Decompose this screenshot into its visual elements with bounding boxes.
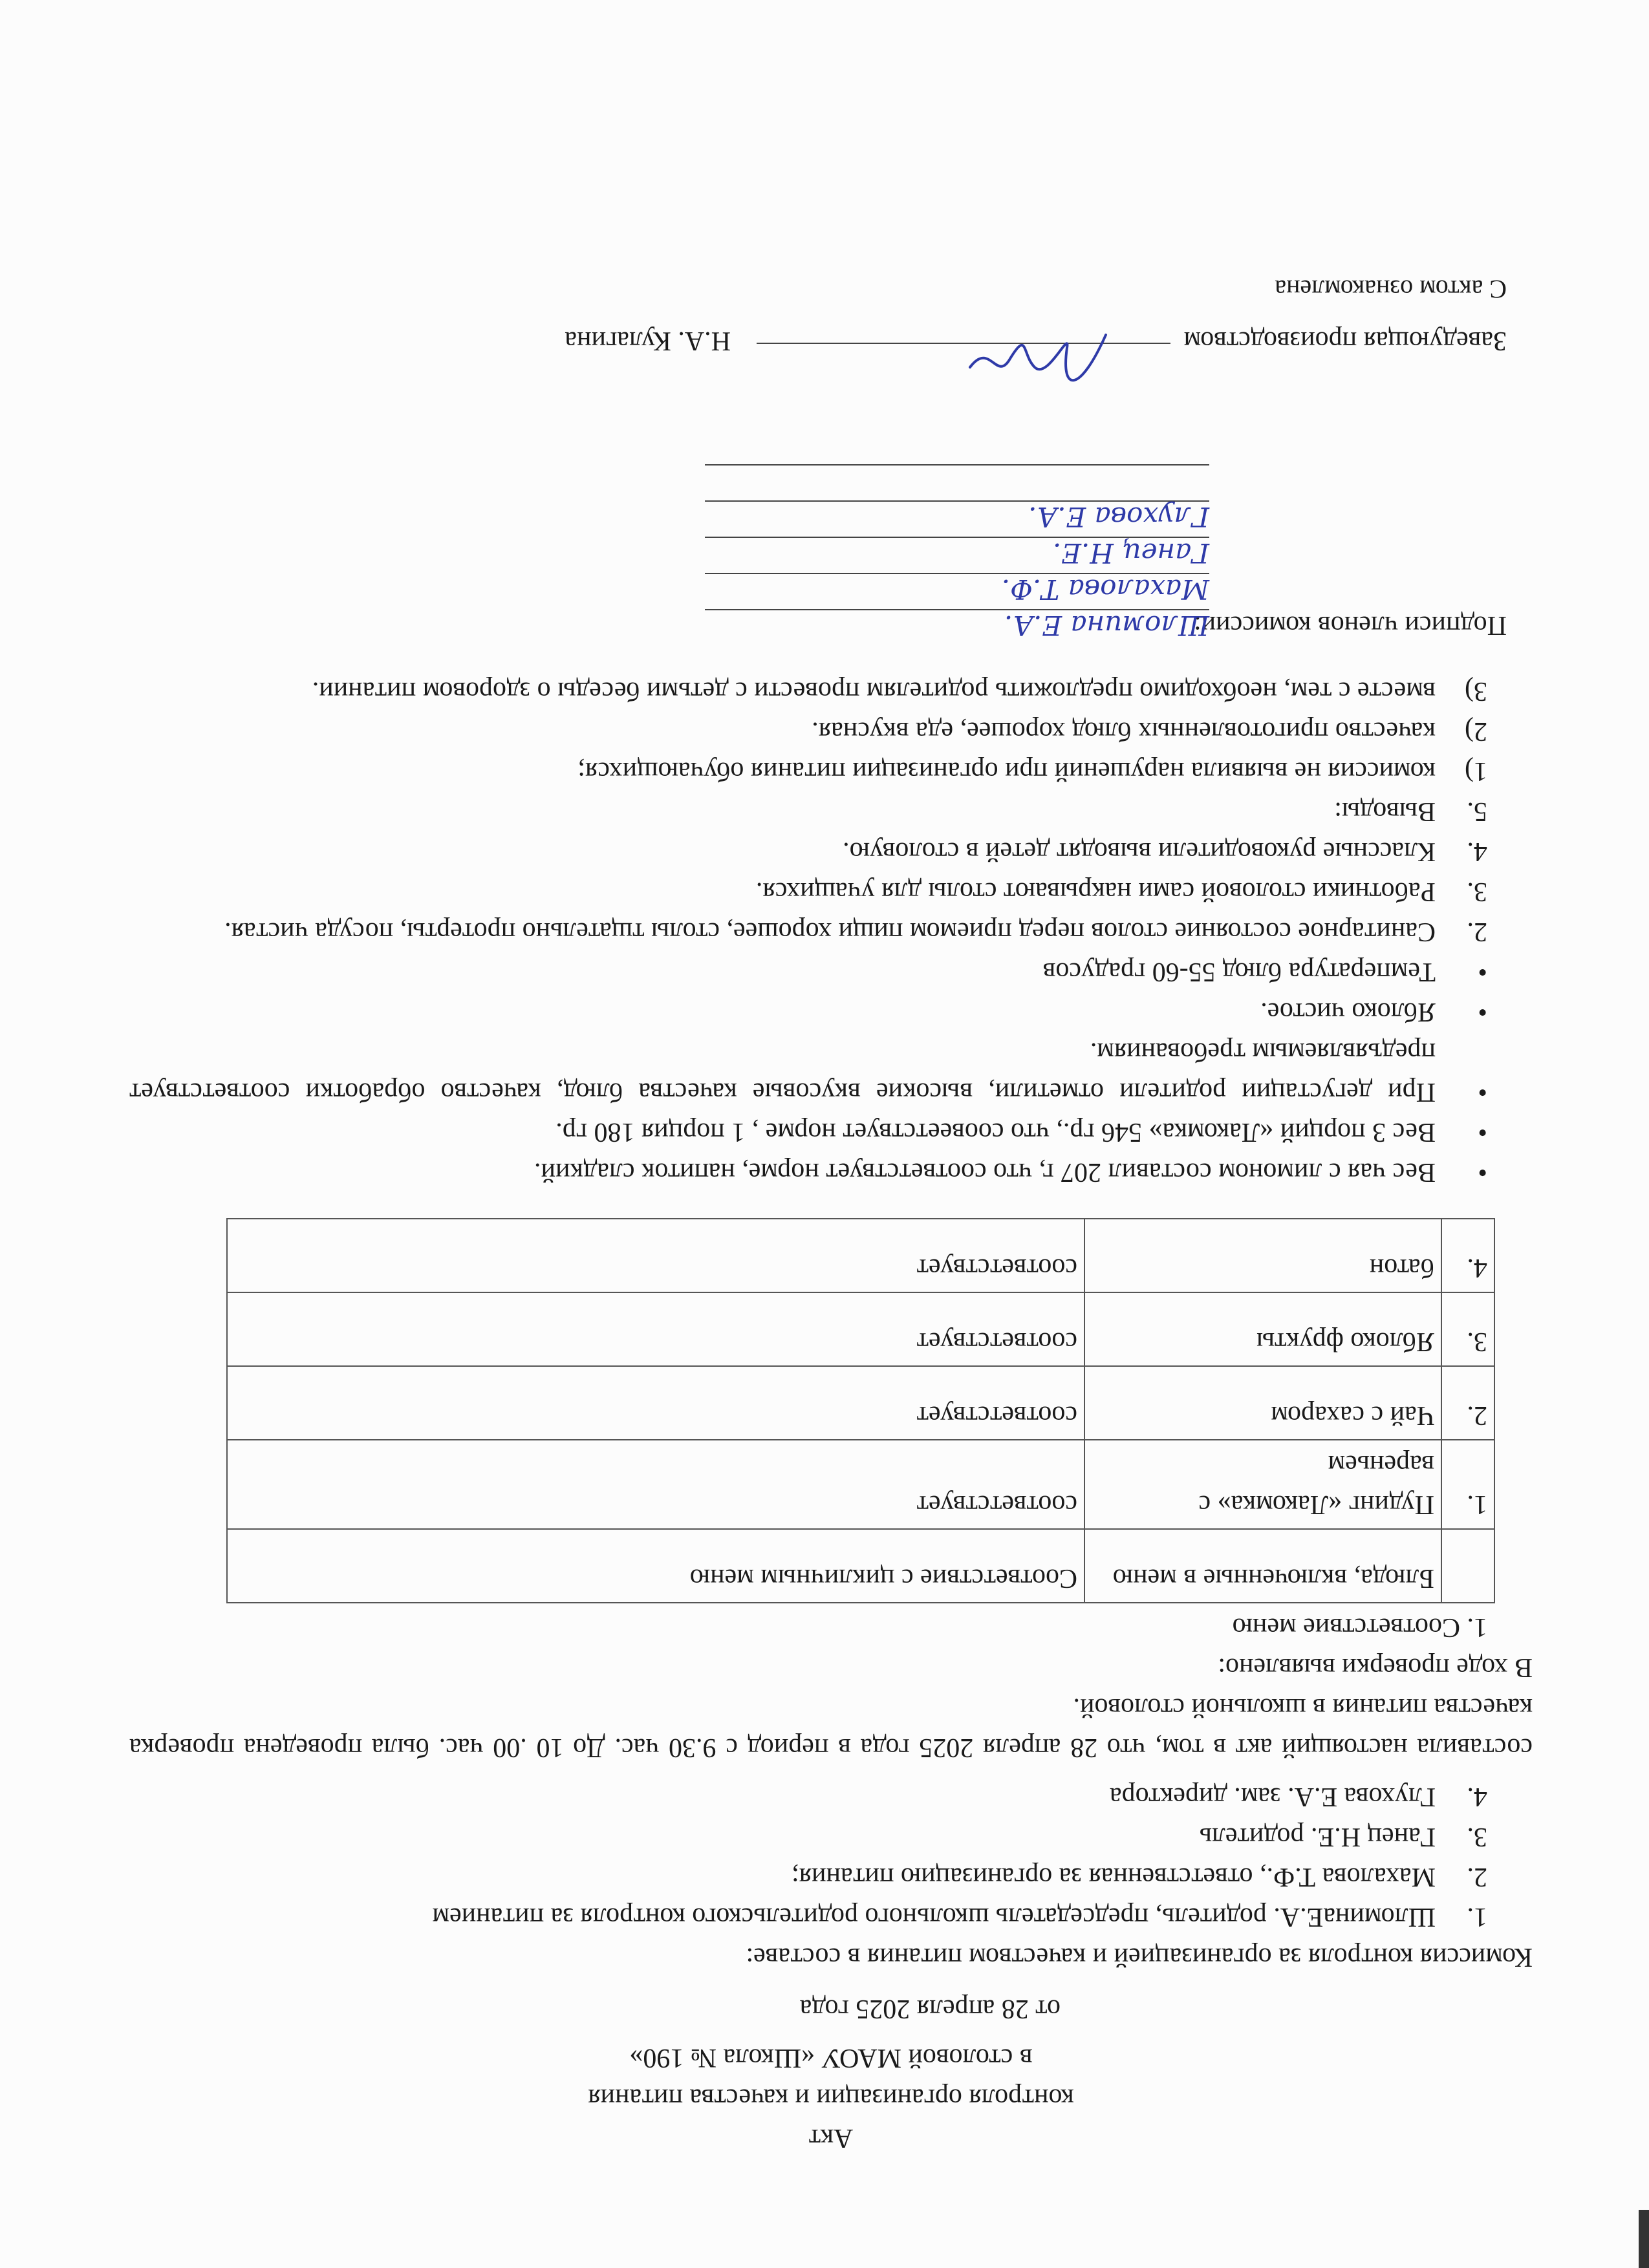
head-of-production-label: Заведующая производством [1183, 326, 1507, 356]
doc-subtitle-2: в столовой МАОУ «Школа № 190» [629, 2043, 1033, 2073]
commission-member [129, 1897, 1533, 1937]
list-number: 3. [1467, 877, 1487, 906]
table-cell-status: соответствует [227, 1219, 1084, 1292]
list-item [129, 1032, 1533, 1112]
list-number: 2. [1467, 1862, 1487, 1892]
member-text: Глухова Е.А. зам. директора [1110, 1782, 1436, 1812]
findings-numbered-list [129, 791, 1533, 952]
list-number: 2) [1465, 716, 1487, 746]
list-item [129, 872, 1533, 912]
signatures-label: Подписи членов комиссии: [1193, 610, 1507, 640]
commission-member [129, 1817, 1533, 1857]
list-number: 3) [1465, 676, 1487, 706]
bullet-icon: • [1478, 957, 1487, 987]
item-text: Выводы: [1334, 797, 1436, 826]
signature-line [705, 500, 1209, 537]
table-row [227, 1292, 1494, 1366]
signature-line [705, 573, 1209, 609]
table-cell-num: 4. [1441, 1219, 1494, 1292]
table-row [227, 1440, 1494, 1529]
table-cell-dish: батон [1084, 1219, 1441, 1292]
handwritten-signature: Махалова Т.Ф. [1001, 573, 1209, 605]
bullet-text: Температура блюд 55-60 градусов [1042, 957, 1436, 987]
commission-members-list [129, 1777, 1533, 1937]
handwritten-signature: Глухова Е.А. [1028, 501, 1209, 533]
findings-intro: В ходе проверки выявлено: [1218, 1653, 1533, 1682]
list-item [129, 912, 1533, 952]
bullet-icon: • [1478, 1077, 1487, 1107]
statement-paragraph: составила настоящий акт в том, что 28 апреля 2025 года в период с 9.30 час. До 10 .00 час. была проведена проверка качества питания в школьной столовой. [129, 1693, 1533, 1762]
list-item [129, 791, 1533, 831]
doc-subtitle-1: контроля организации и качества питания [588, 2083, 1074, 2113]
item-text: качество приготовленных блюд хорошее, еда вкусная. [812, 716, 1436, 746]
findings-bullet-list [129, 952, 1533, 1192]
handwritten-signature: Ганец Н.Е. [1052, 537, 1209, 569]
member-text: ШломинаЕ.А. родитель, председатель школьного родительского контроля за питанием [432, 1902, 1436, 1932]
table-cell-status: соответствует [227, 1366, 1084, 1440]
doc-date: от 28 апреля 2025 года [799, 1994, 1061, 2024]
acknowledged-note: С актом ознакомлена [1275, 275, 1507, 304]
doc-title: Акт [808, 2123, 854, 2153]
table-cell-dish: Яблоко фрукты [1084, 1292, 1441, 1366]
conclusions-list [129, 671, 1533, 791]
list-item [129, 751, 1533, 791]
signature-lines [705, 464, 1209, 645]
list-number: 2. [1467, 917, 1487, 947]
table-header-cell: Соответствие с цикличным меню [227, 1529, 1084, 1603]
list-item [129, 671, 1533, 711]
handwritten-signature: Шломина Е.А. [1004, 610, 1209, 641]
bullet-icon: • [1478, 997, 1487, 1027]
list-item [129, 992, 1533, 1032]
list-item [129, 711, 1533, 751]
list-item [129, 1112, 1533, 1152]
item-text: вместе с тем, необходимо предложить родителям провести с детьми беседы о здоровом питании. [312, 676, 1436, 706]
head-of-production-name: Н.А. Кулагина [565, 326, 731, 356]
table-header-cell: Блюда, включенные в меню [1084, 1529, 1441, 1603]
table-cell-num: 3. [1441, 1292, 1494, 1366]
item-text: Работники столовой сами накрывают столы для учащихся. [755, 877, 1436, 906]
bullet-text: Яблоко чистое. [1260, 997, 1436, 1027]
list-number: 4. [1467, 1782, 1487, 1812]
commission-intro: Комиссия контроля за организацией и качеством питания в составе: [746, 1942, 1533, 1972]
list-item [129, 1152, 1533, 1192]
table-cell-num: 1. [1441, 1440, 1494, 1529]
signature-line [705, 464, 1209, 500]
table-header-row [227, 1529, 1494, 1603]
item-text: Санитарное состояние столов перед приемом пищи хорошее, столы тщательно протерты, посуда чистая. [224, 917, 1436, 947]
list-number: 4. [1467, 837, 1487, 866]
bullet-text: Вес 3 порций «Лакомка» 546 гр., что соовеетствует норме , 1 порция 180 гр. [555, 1117, 1436, 1147]
table-cell-num: 2. [1441, 1366, 1494, 1440]
table-row [227, 1366, 1494, 1440]
signature-line [705, 537, 1209, 573]
handwritten-signature-scribble [951, 316, 1119, 406]
table-row [227, 1219, 1494, 1292]
signature-line [705, 609, 1209, 645]
bullet-text: При дегустации родители отметили, высокие вкусовые качества блюд, качество обработки соответствует предъявляемым требованиям. [129, 1037, 1436, 1107]
list-item [129, 952, 1533, 992]
member-text: Ганец Н.Е. родитель [1199, 1822, 1436, 1852]
bullet-icon: • [1478, 1117, 1487, 1147]
menu-compliance-table [226, 1218, 1495, 1603]
commission-member [129, 1857, 1533, 1897]
table-cell-dish: Чай с сахаром [1084, 1366, 1441, 1440]
item-text: Классные руководители выводят детей в столовую. [843, 837, 1436, 866]
bullet-text: Вес чая с лимоном составил 207 г, что соответствует норме, напиток сладкий. [534, 1157, 1436, 1187]
list-number: 3. [1467, 1822, 1487, 1852]
section-1-title: 1. Соответствие меню [1232, 1612, 1487, 1642]
document-body [129, 193, 1533, 2158]
list-number: 1. [1467, 1902, 1487, 1932]
signatures-block [129, 193, 1533, 645]
commission-member [129, 1777, 1533, 1817]
item-text: комиссия не выявила нарушений при организации питания обучающихся; [577, 756, 1436, 786]
table-cell-status: соответствует [227, 1440, 1084, 1529]
table-cell-status: соответствует [227, 1292, 1084, 1366]
member-text: Махалова Т.Ф., ответственная за организацию питания; [791, 1862, 1436, 1892]
scan-edge-mark [1639, 2210, 1649, 2268]
table-cell-dish: Пудинг «Лакомка» с вареньем [1084, 1440, 1441, 1529]
list-number: 5. [1467, 797, 1487, 826]
bullet-icon: • [1478, 1157, 1487, 1187]
table-header-cell [1441, 1529, 1494, 1603]
list-item [129, 831, 1533, 872]
list-number: 1) [1465, 756, 1487, 786]
